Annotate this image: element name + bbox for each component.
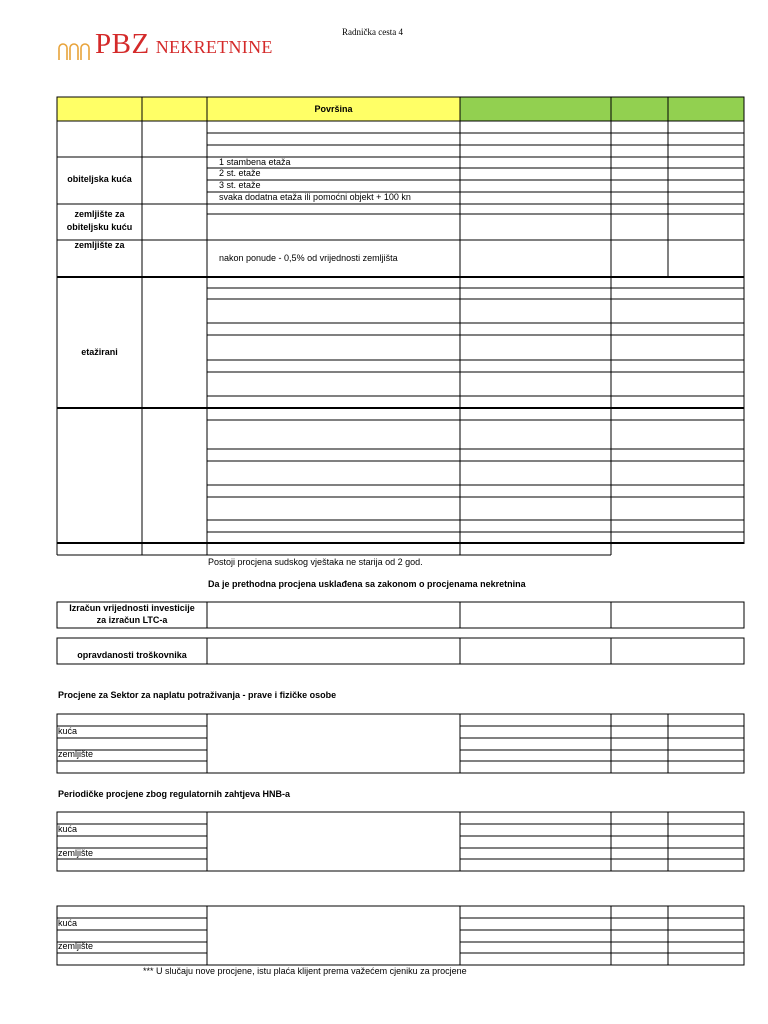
row-label-condo: etažirani <box>81 347 118 357</box>
collection-section-title: Procjene za Sektor za naplatu potraživanja - prave i fizičke osobe <box>58 690 337 700</box>
house-item-1: 1 stambena etaža <box>219 157 291 167</box>
row-label-house: obiteljska kuća <box>67 174 132 184</box>
surface-header: Površina <box>314 104 353 114</box>
house-item-4: svaka dodatna etaža ili pomoćni objekt + 100 kn <box>219 192 411 202</box>
footnote: *** U slučaju nove procjene, istu plaća klijent prema važećem cjeniku za procjene <box>143 966 467 976</box>
aligned-estimate-note: Da je prethodna procjena usklađena sa zakonom o procjenama nekretnina <box>208 579 526 589</box>
court-estimate-note: Postoji procjena sudskog vještaka ne starija od 2 god. <box>208 557 423 567</box>
third-land-label: zemljište <box>58 941 94 951</box>
periodic-section-title: Periodičke procjene zbog regulatornih zahtjeva HNB-a <box>58 789 291 799</box>
row-label-land-house-1: zemljište za <box>74 209 125 219</box>
periodic-house-label: kuća <box>58 824 78 834</box>
third-house-label: kuća <box>58 918 78 928</box>
land-note: nakon ponude - 0,5% od vrijednosti zemljišta <box>219 253 398 263</box>
company-address: Radnička cesta 4 <box>342 27 403 37</box>
house-item-2: 2 st. etaže <box>219 168 261 178</box>
collection-land-label: zemljište <box>58 749 94 759</box>
ltc-label-1: Izračun vrijednosti investicije <box>69 603 195 613</box>
row-label-land-other: zemljište za <box>74 240 125 250</box>
logo-brand: PBZ <box>95 28 150 60</box>
row-label-land-house-2: obiteljsku kuću <box>66 222 133 232</box>
logo-sub: NEKRETNINE <box>155 37 273 57</box>
ltc-label-2: za izračun LTC-a <box>96 615 168 625</box>
house-item-3: 3 st. etaže <box>219 180 261 190</box>
collection-house-label: kuća <box>58 726 78 736</box>
periodic-land-label: zemljište <box>58 848 94 858</box>
justification-label: opravdanosti troškovnika <box>77 650 187 660</box>
